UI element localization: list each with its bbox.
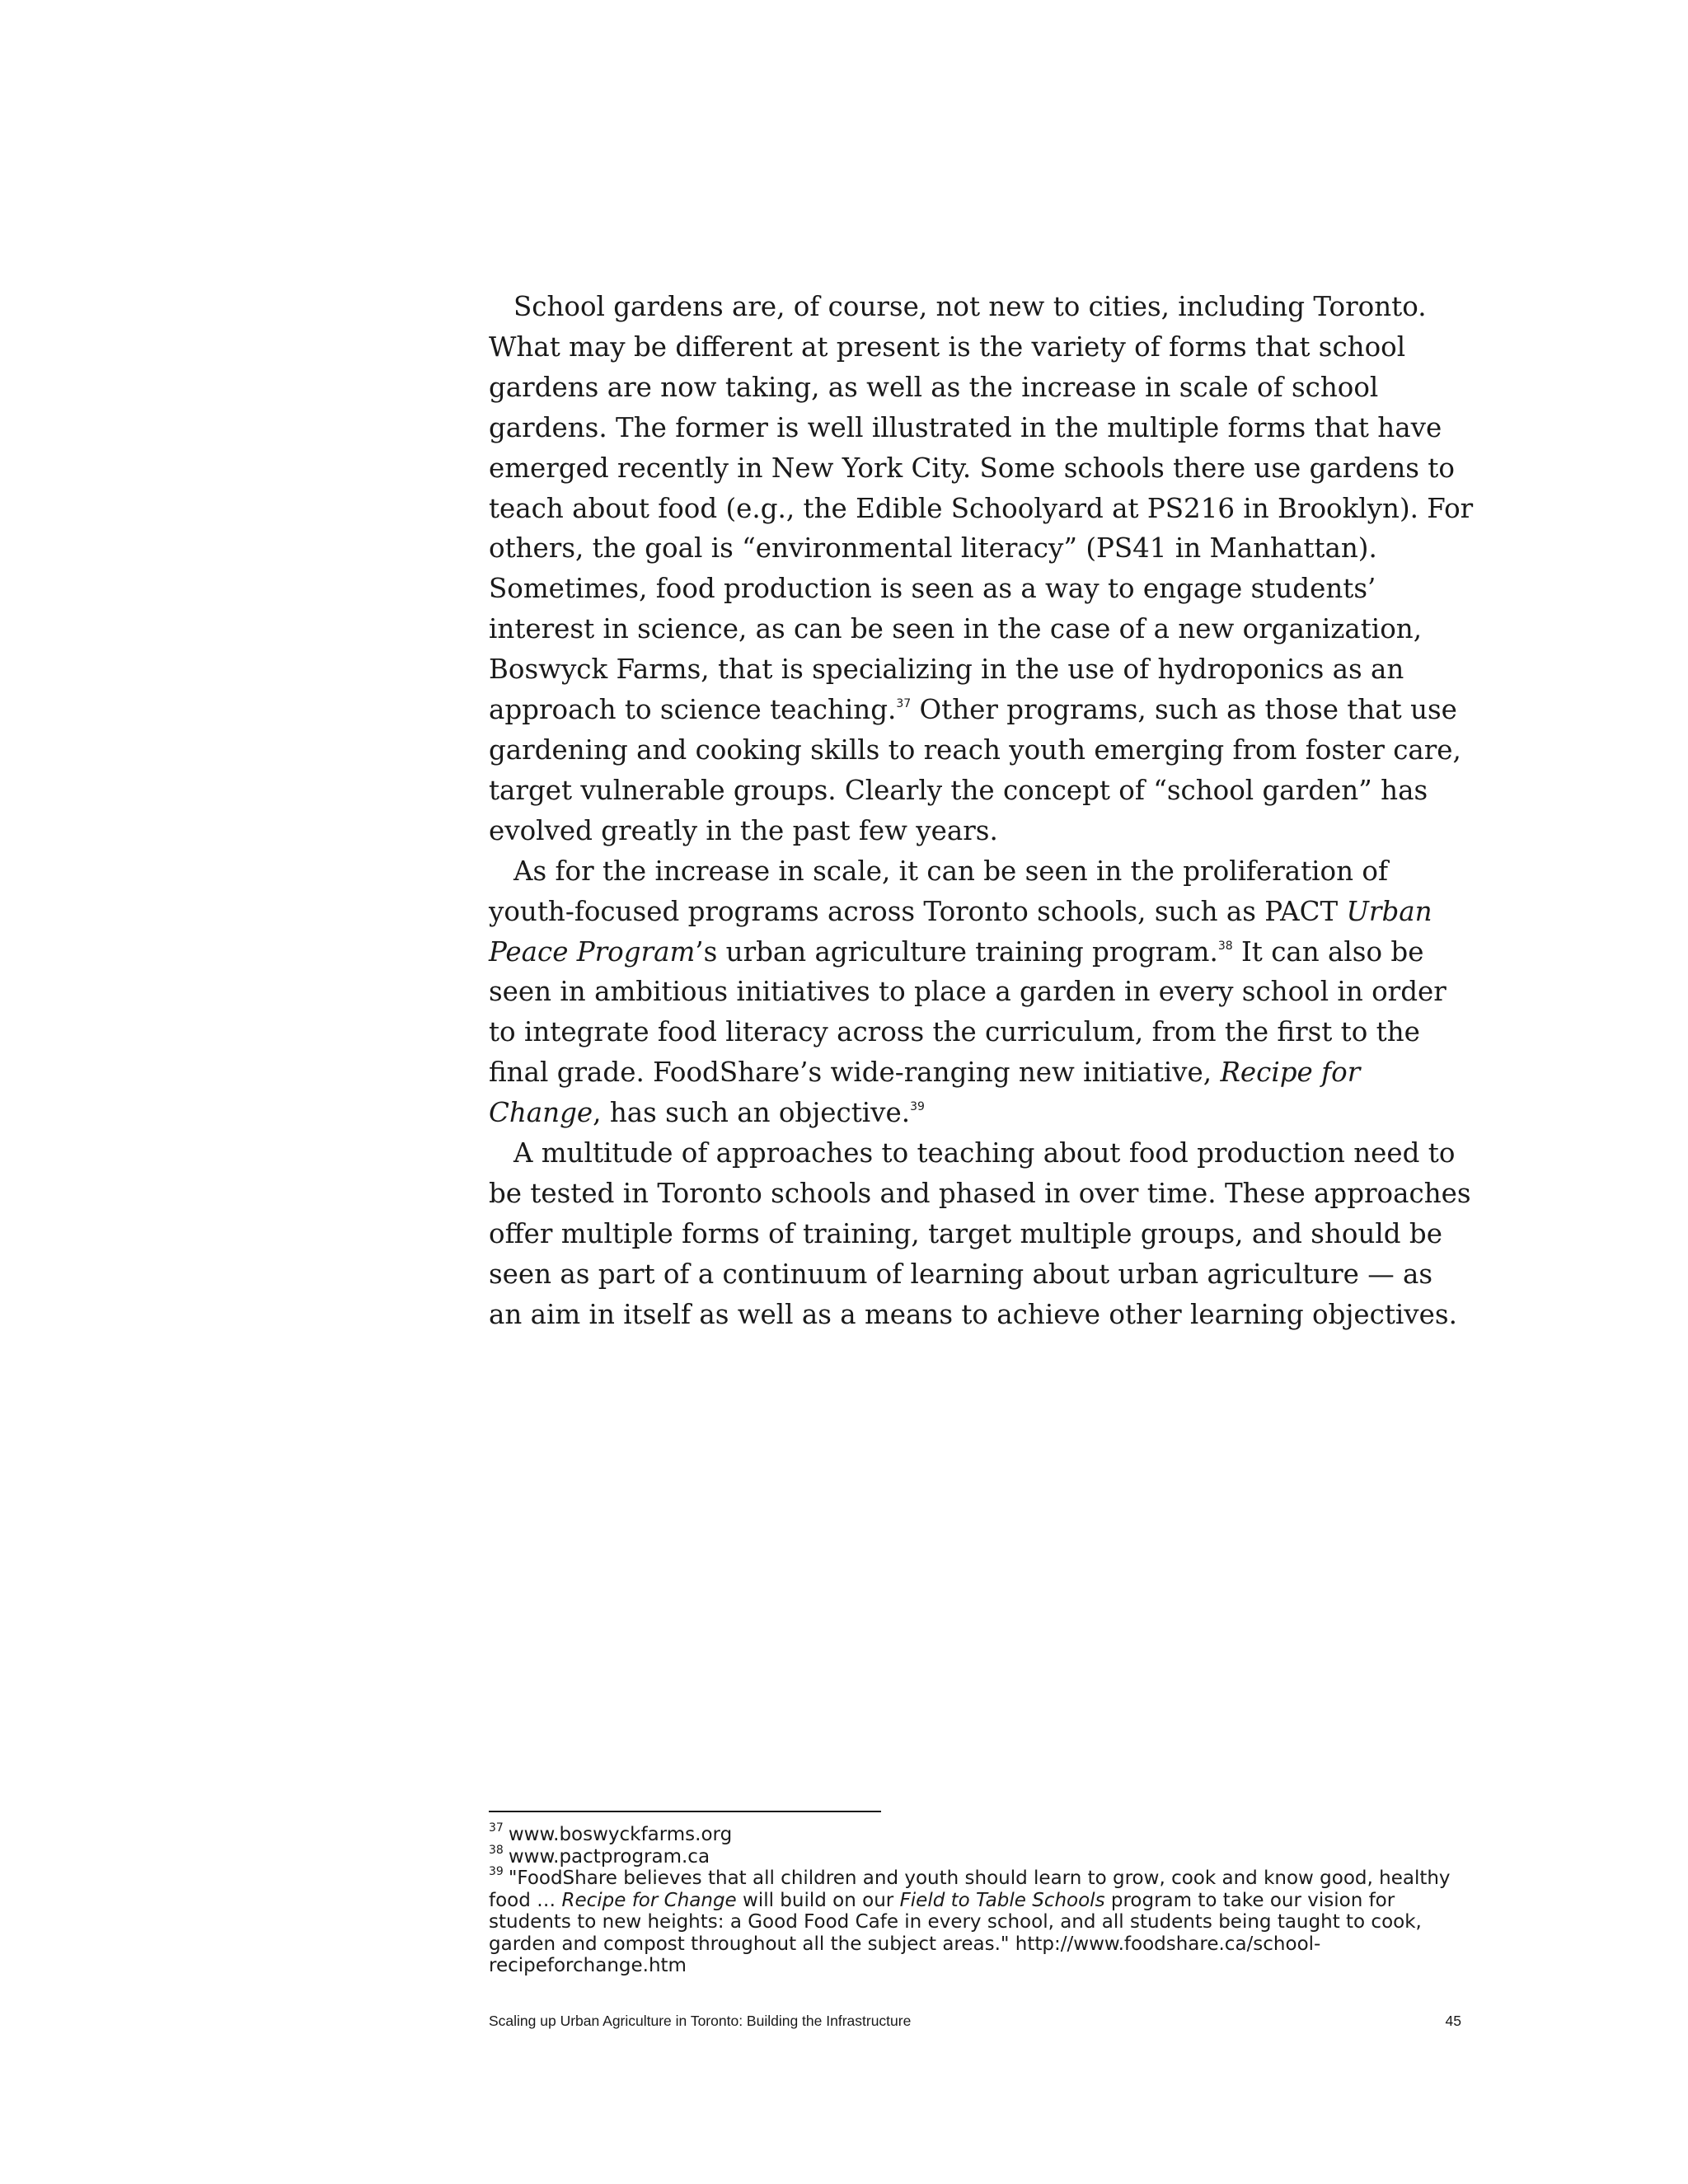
footnote-39-text-a: "FoodShare believes that all children and youth should learn to grow, cook and know good, healthy food … bbox=[489, 1868, 1451, 1911]
paragraph-1-text-b: Other programs, such as those that use gardening and cooking skills to reach youth emerging from foster care, target vulnerable groups. Clearly the concept of “school garden” has evolved greatly in the past few years. bbox=[489, 694, 1461, 846]
paragraph-2-text-a: As for the increase in scale, it can be seen in the proliferation of youth-focused programs across Toronto schools, such as PACT bbox=[489, 855, 1388, 927]
body-text bbox=[489, 287, 1474, 1335]
footnote-39-number: 39 bbox=[489, 1865, 504, 1878]
footnote-37-link[interactable]: www.boswyckfarms.org bbox=[508, 1824, 733, 1845]
paragraph-2-text-c: It can also be seen in ambitious initiatives to place a garden in every school in order to integrate food literacy across the curriculum, from the first to the final grade. FoodShare’s wide-ranging new initiative, bbox=[489, 935, 1447, 1089]
footnote-ref-37: 37 bbox=[896, 697, 912, 711]
paragraph-1 bbox=[489, 287, 1474, 851]
paragraph-3: A multitude of approaches to teaching about food production need to be tested in Toronto schools and phased in over time. These approaches offer multiple forms of training, target multiple groups, and should be seen as part of a continuum of learning about urban agriculture — as an aim in itself as well as a means to achieve other learning objectives. bbox=[489, 1137, 1471, 1330]
footnote-39-italic-recipe: Recipe for Change bbox=[561, 1889, 737, 1911]
footnote-38-link[interactable]: www.pactprogram.ca bbox=[508, 1845, 710, 1868]
paragraph-2-text-b: ’s urban agriculture training program. bbox=[695, 935, 1218, 968]
footnote-38-number: 38 bbox=[489, 1843, 504, 1857]
footnote-38 bbox=[489, 1843, 1474, 1868]
footer-title: Scaling up Urban Agriculture in Toronto: Building the Infrastructure bbox=[489, 2013, 912, 2029]
footnote-ref-39: 39 bbox=[910, 1100, 925, 1114]
page-footer bbox=[489, 2013, 1461, 2030]
footnote-39-text-b: will build on our bbox=[736, 1889, 900, 1911]
paragraph-2-italic-program: Urban Peace Program bbox=[489, 895, 1432, 968]
footnote-37 bbox=[489, 1821, 1474, 1846]
page-number: 45 bbox=[1445, 2013, 1461, 2029]
footnote-37-number: 37 bbox=[489, 1821, 504, 1835]
footnotes bbox=[489, 1821, 1474, 1977]
paragraph-2-italic-recipe: Recipe for Change bbox=[489, 1057, 1361, 1129]
footnote-39 bbox=[489, 1865, 1474, 1977]
paragraph-2 bbox=[489, 851, 1474, 1133]
footnote-divider bbox=[489, 1811, 881, 1812]
paragraph-2-text-d: , has such an objective. bbox=[593, 1097, 911, 1129]
paragraph-1-text-a: School gardens are, of course, not new to cities, including Toronto. What may be different at present is the variety of forms that school gardens are now taking, as well as the increase in scale of school gardens. The former is well illustrated in the multiple forms that have emerged recently in New York City. Some schools there use gardens to teach about food (e.g., the Edible Schoolyard at PS216 in Brooklyn). For others, the goal is “environmental literacy” (PS41 in Manhattan). Sometimes, food production is seen as a way to engage students’ interest in science, as can be seen in the case of a new organization, Boswyck Farms, that is specializing in the use of hydroponics as an approach to science teaching. bbox=[489, 291, 1474, 726]
footnote-39-text-c: program to take our vision for students to new heights: a Good Food Cafe in every school, and all students being taught to cook, garden and compost throughout all the subject areas." http://www.foodshare.ca/school-recipeforchange.htm bbox=[489, 1889, 1422, 1976]
footnote-ref-38: 38 bbox=[1217, 939, 1233, 953]
footnote-39-italic-field: Field to Table Schools bbox=[899, 1889, 1105, 1911]
